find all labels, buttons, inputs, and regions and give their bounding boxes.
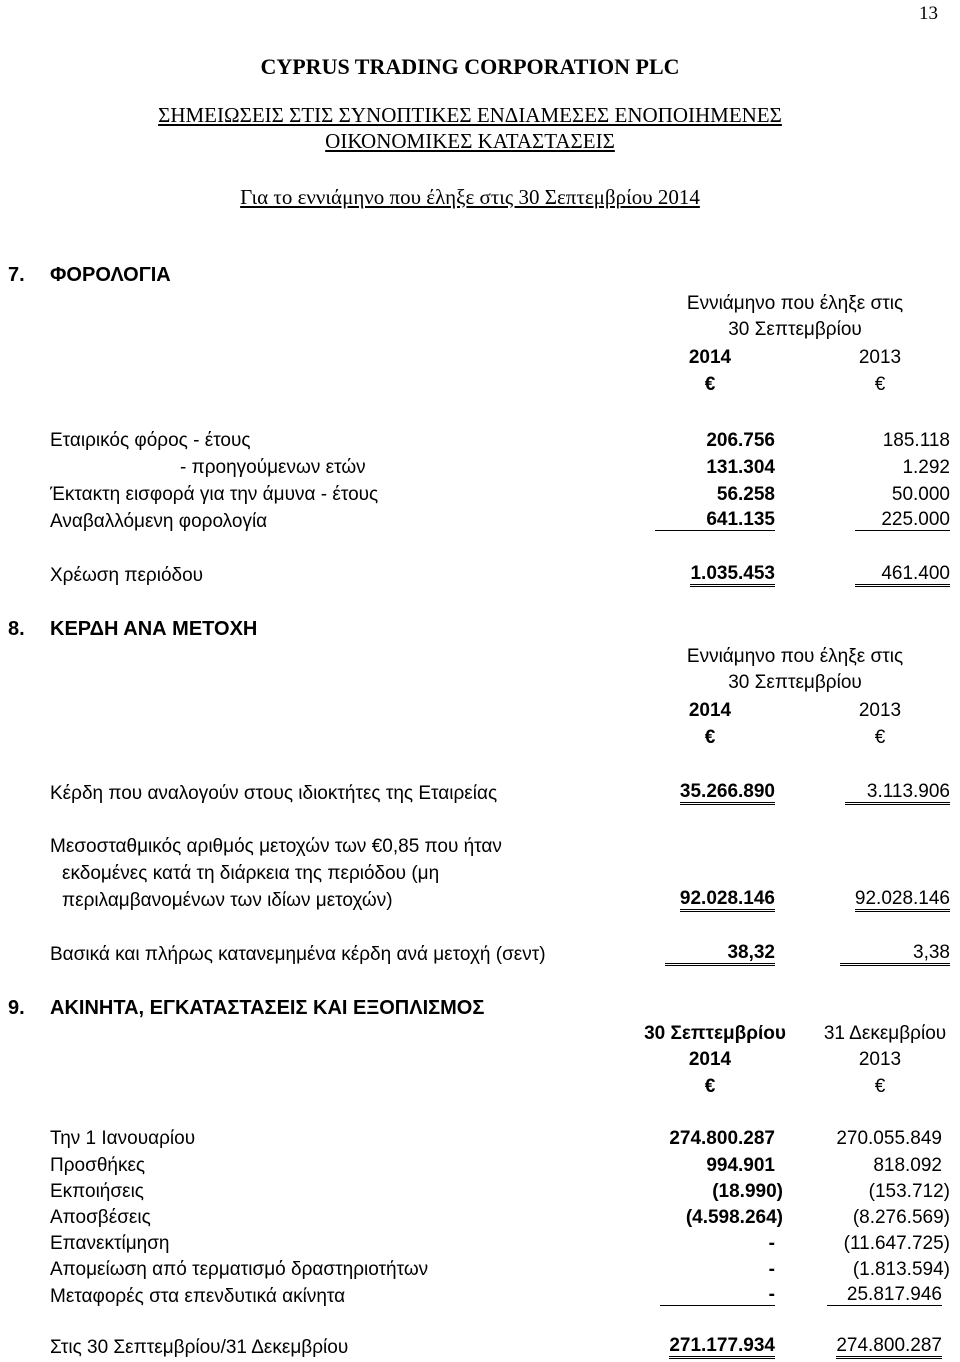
note9-number: 9.	[8, 997, 25, 1019]
note7-row-value-b: 225.000	[855, 510, 950, 531]
note7-row-value-a: 131.304	[706, 457, 775, 478]
note8-period-header-1: Εννιάμηνο που έληξε στις	[686, 646, 904, 667]
note9-row-label: Επανεκτίμηση	[50, 1233, 170, 1254]
note7-currency-b: €	[874, 374, 886, 395]
note7-row-label: Εταιρικός φόρος - έτους	[50, 430, 251, 451]
note8-profit-label: Κέρδη που αναλογούν στους ιδιοκτήτες της Εταιρείας	[50, 783, 498, 804]
note7-row-value-b: 185.118	[882, 430, 950, 451]
note7-period-header-1: Εννιάμηνο που έληξε στις	[686, 293, 904, 314]
note8-period-header-2: 30 Σεπτεμβρίου	[728, 672, 862, 693]
note8-shares-label-line1: Μεσοσταθμικός αριθμός μετοχών των €0,85 που ήταν	[50, 836, 502, 857]
note7-row-value-a: 641.135	[655, 510, 775, 531]
note9-row-value-a: (18.990)	[712, 1181, 783, 1202]
note8-currency-a: €	[704, 727, 716, 748]
note9-total-value-a: 271.177.934	[669, 1336, 775, 1359]
note7-row-value-b: 50.000	[891, 484, 950, 505]
note8-title: ΚΕΡΔΗ ΑΝΑ ΜΕΤΟΧΗ	[50, 618, 258, 640]
note8-year-b: 2013	[858, 700, 902, 721]
note8-shares-label-line3: περιλαμβανομένων των ιδίων μετοχών)	[62, 890, 393, 911]
note7-currency-a: €	[704, 374, 716, 395]
note8-profit-value-b: 3.113.906	[845, 782, 950, 805]
note9-row-label: Αποσβέσεις	[50, 1207, 151, 1228]
note9-row-value-b: 270.055.849	[836, 1128, 942, 1149]
note8-year-a: 2014	[688, 700, 732, 721]
note9-row-value-b: 818.092	[873, 1155, 942, 1176]
note7-row-value-b: 1.292	[902, 457, 950, 478]
note9-row-value-a: 274.800.287	[669, 1128, 775, 1149]
note8-number: 8.	[8, 618, 25, 640]
note8-eps-value-b: 3,38	[840, 943, 950, 966]
note9-row-label: Την 1 Ιανουαρίου	[50, 1128, 196, 1149]
document-title-line1: ΣΗΜΕΙΩΣΕΙΣ ΣΤΙΣ ΣΥΝΟΠΤΙΚΕΣ ΕΝΔΙΑΜΕΣΕΣ ΕΝΟΠΟΙΗΜΕΝΕΣ	[158, 103, 782, 127]
note9-row-value-a: (4.598.264)	[685, 1207, 783, 1228]
note8-shares-value-b: 92.028.146	[855, 889, 950, 912]
note7-row-value-a: 206.756	[706, 430, 775, 451]
note7-row-label: - προηγούμενων ετών	[180, 457, 366, 478]
note9-currency-a: €	[704, 1076, 716, 1097]
note8-eps-label: Βασικά και πλήρως κατανεμημένα κέρδη ανά μετοχή (σεντ)	[50, 944, 546, 965]
note7-row-label: Έκτακτη εισφορά για την άμυνα - έτους	[50, 484, 379, 505]
note7-row-label: Αναβαλλόμενη φορολογία	[50, 511, 268, 532]
note8-eps-value-a: 38,32	[665, 943, 775, 966]
note9-row-label: Απομείωση από τερματισμό δραστηριοτήτων	[50, 1259, 429, 1280]
note7-total-label: Χρέωση περιόδου	[50, 565, 204, 586]
note7-period-header-2: 30 Σεπτεμβρίου	[728, 319, 862, 340]
company-name: CYPRUS TRADING CORPORATION PLC	[260, 54, 680, 79]
note9-row-value-b: 25.817.946	[827, 1285, 942, 1306]
note9-title: ΑΚΙΝΗΤΑ, ΕΓΚΑΤΑΣΤΑΣΕΙΣ ΚΑΙ ΕΞΟΠΛΙΣΜΟΣ	[50, 997, 485, 1019]
note7-total-value-a: 1.035.453	[690, 564, 775, 587]
note7-year-a: 2014	[688, 347, 732, 368]
document-period: Για το εννιάμηνο που έληξε στις 30 Σεπτεμβρίου 2014	[240, 185, 700, 209]
note7-title: ΦΟΡΟΛΟΓΙΑ	[50, 264, 171, 286]
note8-profit-value-a: 35.266.890	[680, 782, 775, 805]
note9-row-value-b: (1.813.594)	[852, 1259, 950, 1280]
note7-number: 7.	[8, 264, 25, 286]
note7-year-b: 2013	[858, 347, 902, 368]
document-title-line2: ΟΙΚΟΝΟΜΙΚΕΣ ΚΑΤΑΣΤΑΣΕΙΣ	[325, 129, 615, 153]
note7-row-value-a: 56.258	[716, 484, 775, 505]
note9-row-value-a: -	[768, 1259, 775, 1280]
page-number: 13	[919, 3, 938, 24]
note9-row-value-a: -	[768, 1233, 775, 1254]
note8-shares-label-line2: εκδομένες κατά τη διάρκεια της περιόδου (μη	[62, 863, 440, 884]
note8-shares-value-a: 92.028.146	[680, 889, 775, 912]
note9-col-a-header: 30 Σεπτεμβρίου	[644, 1023, 786, 1044]
note9-row-value-a: 994.901	[706, 1155, 775, 1176]
note7-total-value-b: 461.400	[855, 564, 950, 587]
note9-col-b-header: 31 Δεκεμβρίου	[823, 1023, 947, 1044]
note9-total-label: Στις 30 Σεπτεμβρίου/31 Δεκεμβρίου	[50, 1337, 349, 1358]
note8-currency-b: €	[874, 727, 886, 748]
note9-row-value-b: (11.647.725)	[843, 1233, 950, 1254]
note9-row-label: Προσθήκες	[50, 1155, 146, 1176]
note9-year-b: 2013	[858, 1049, 902, 1070]
note9-row-label: Εκποιήσεις	[50, 1181, 144, 1202]
note9-total-value-b: 274.800.287	[836, 1336, 942, 1359]
note9-row-value-b: (8.276.569)	[852, 1207, 950, 1228]
note9-currency-b: €	[874, 1076, 886, 1097]
note9-row-value-a: -	[660, 1285, 775, 1306]
note9-row-value-b: (153.712)	[868, 1181, 950, 1202]
note9-row-label: Μεταφορές στα επενδυτικά ακίνητα	[50, 1286, 346, 1307]
note9-year-a: 2014	[688, 1049, 732, 1070]
